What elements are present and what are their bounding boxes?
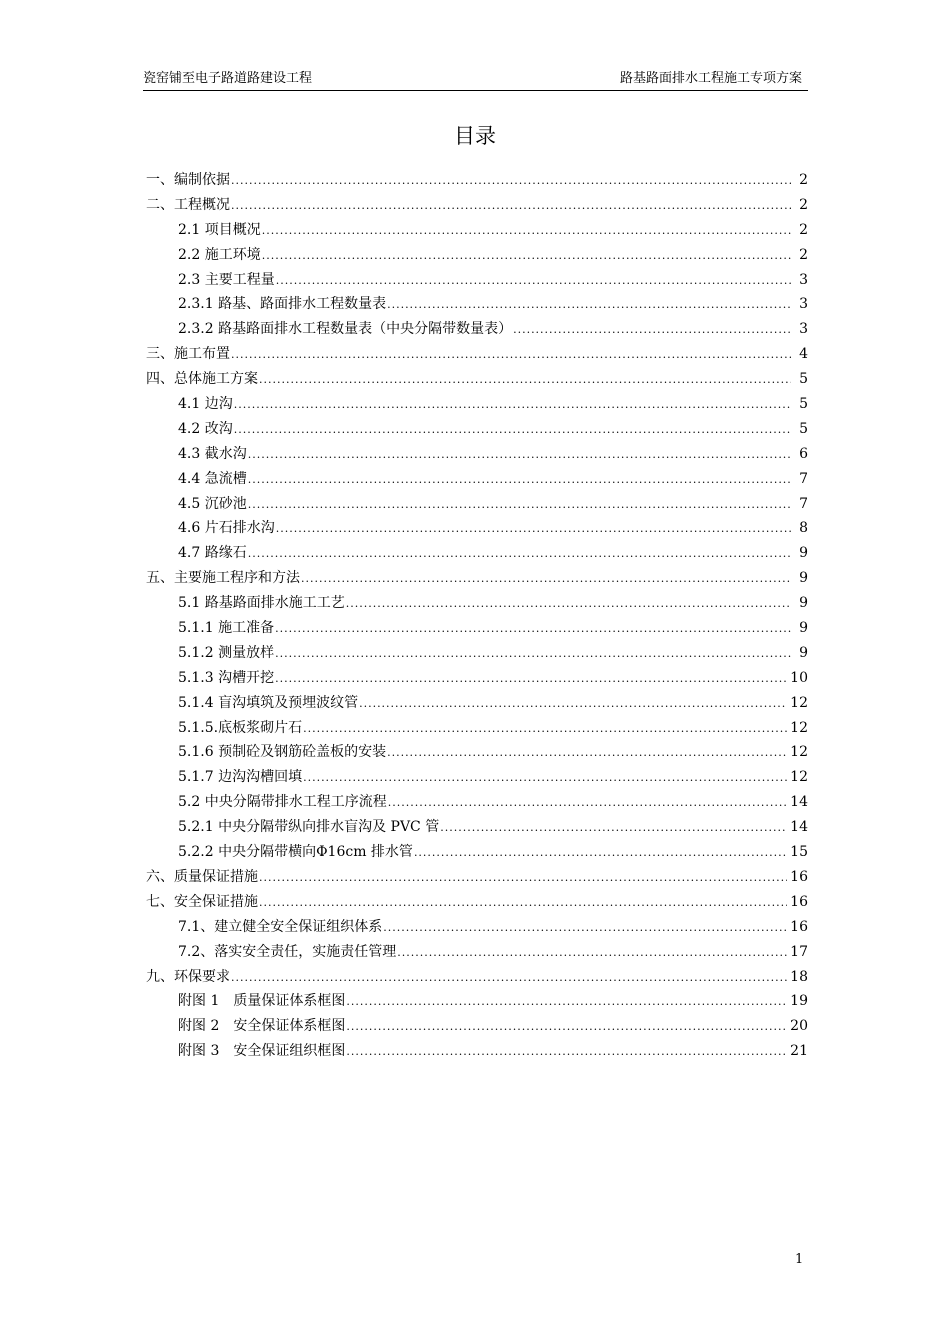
toc-entry[interactable] xyxy=(146,915,808,940)
toc-entry-page-number: 2 xyxy=(799,246,808,263)
toc-entry-page-number: 3 xyxy=(799,271,808,288)
toc-dot-leader xyxy=(231,194,791,219)
toc-entry-page-number: 21 xyxy=(790,1043,808,1060)
table-of-contents xyxy=(146,168,808,1064)
toc-entry-page-number: 4 xyxy=(799,346,808,363)
toc-entry-label: 4.1 边沟 xyxy=(178,396,233,413)
toc-entry[interactable] xyxy=(146,392,808,417)
toc-dot-leader xyxy=(248,468,791,493)
toc-dot-leader xyxy=(387,293,791,318)
toc-entry[interactable] xyxy=(146,492,808,517)
toc-dot-leader xyxy=(248,542,791,567)
toc-entry-page-number: 9 xyxy=(799,644,808,661)
toc-dot-leader xyxy=(397,941,787,966)
toc-dot-leader xyxy=(346,1015,787,1040)
toc-entry[interactable] xyxy=(146,218,808,243)
toc-entry-page-number: 9 xyxy=(799,545,808,562)
toc-entry-label: 4.7 路缘石 xyxy=(178,545,247,562)
toc-entry[interactable] xyxy=(146,616,808,641)
toc-dot-leader xyxy=(513,318,791,343)
toc-entry[interactable] xyxy=(146,566,808,591)
toc-entry-page-number: 12 xyxy=(790,694,808,711)
toc-entry[interactable] xyxy=(146,989,808,1014)
toc-entry-label: 5.1.5.底板浆砌片石 xyxy=(178,719,303,736)
toc-entry[interactable] xyxy=(146,965,808,990)
toc-entry-page-number: 15 xyxy=(790,844,808,861)
toc-dot-leader xyxy=(276,517,791,542)
toc-entry-label: 六、质量保证措施 xyxy=(146,868,258,885)
toc-entry-label: 4.5 沉砂池 xyxy=(178,495,247,512)
toc-entry-label: 2.3.2 路基路面排水工程数量表（中央分隔带数量表） xyxy=(178,321,513,338)
toc-entry-label: 附图 2 安全保证体系框图 xyxy=(178,1018,346,1035)
toc-dot-leader xyxy=(234,393,791,418)
toc-entry[interactable] xyxy=(146,292,808,317)
toc-entry[interactable] xyxy=(146,815,808,840)
header-project-name: 瓷窑铺至电子路道路建设工程 xyxy=(143,71,313,86)
toc-dot-leader xyxy=(259,368,791,393)
toc-entry-page-number: 2 xyxy=(799,196,808,213)
toc-entry-label: 7.1、建立健全安全保证组织体系 xyxy=(178,918,383,935)
toc-entry[interactable] xyxy=(146,417,808,442)
toc-entry[interactable] xyxy=(146,367,808,392)
toc-entry-label: 4.3 截水沟 xyxy=(178,445,247,462)
toc-entry-label: 5.1.6 预制砼及钢筋砼盖板的安装 xyxy=(178,744,387,761)
toc-entry[interactable] xyxy=(146,268,808,293)
header-document-title: 路基路面排水工程施工专项方案 xyxy=(619,71,802,86)
toc-entry[interactable] xyxy=(146,1014,808,1039)
toc-entry-label: 七、安全保证措施 xyxy=(146,893,258,910)
toc-entry[interactable] xyxy=(146,716,808,741)
toc-entry[interactable] xyxy=(146,790,808,815)
toc-entry-page-number: 7 xyxy=(799,495,808,512)
toc-entry[interactable] xyxy=(146,641,808,666)
toc-entry[interactable] xyxy=(146,193,808,218)
toc-entry-label: 4.6 片石排水沟 xyxy=(178,520,275,537)
toc-entry-label: 5.2.2 中央分隔带横向Φ16cm 排水管 xyxy=(178,844,413,861)
toc-entry-label: 四、总体施工方案 xyxy=(146,371,258,388)
toc-entry-label: 附图 1 质量保证体系框图 xyxy=(178,993,346,1010)
toc-entry-page-number: 16 xyxy=(790,918,808,935)
toc-entry-label: 5.2 中央分隔带排水工程工序流程 xyxy=(178,794,387,811)
toc-entry-page-number: 12 xyxy=(790,719,808,736)
toc-entry-page-number: 2 xyxy=(799,172,808,188)
toc-entry[interactable] xyxy=(146,342,808,367)
toc-entry[interactable] xyxy=(146,840,808,865)
toc-entry-label: 2.1 项目概况 xyxy=(178,221,261,238)
toc-dot-leader xyxy=(359,692,787,717)
toc-entry-label: 2.3.1 路基、路面排水工程数量表 xyxy=(178,296,387,313)
toc-entry-page-number: 3 xyxy=(799,321,808,338)
toc-entry[interactable] xyxy=(146,168,808,193)
toc-entry-page-number: 14 xyxy=(790,794,808,811)
toc-entry-page-number: 16 xyxy=(790,893,808,910)
toc-entry[interactable] xyxy=(146,1039,808,1064)
toc-entry-label: 5.2.1 中央分隔带纵向排水盲沟及 PVC 管 xyxy=(178,819,440,836)
toc-dot-leader xyxy=(387,741,787,766)
toc-entry-page-number: 12 xyxy=(790,744,808,761)
toc-entry-page-number: 16 xyxy=(790,868,808,885)
toc-dot-leader xyxy=(262,219,791,244)
toc-entry-page-number: 12 xyxy=(790,769,808,786)
toc-entry-label: 5.1.3 沟槽开挖 xyxy=(178,669,275,686)
toc-entry-label: 九、环保要求 xyxy=(146,968,230,985)
running-header xyxy=(143,70,808,91)
toc-entry-label: 五、主要施工程序和方法 xyxy=(146,570,300,587)
toc-dot-leader xyxy=(303,717,787,742)
toc-entry-label: 三、施工布置 xyxy=(146,346,230,363)
toc-entry-page-number: 5 xyxy=(799,420,808,437)
toc-dot-leader xyxy=(248,493,791,518)
toc-entry[interactable] xyxy=(146,691,808,716)
toc-entry-page-number: 5 xyxy=(799,396,808,413)
toc-dot-leader xyxy=(346,1040,787,1065)
toc-dot-leader xyxy=(346,592,791,617)
toc-entry-page-number: 3 xyxy=(799,296,808,313)
toc-entry-page-number: 9 xyxy=(799,595,808,612)
toc-dot-leader xyxy=(275,642,791,667)
toc-entry-page-number: 6 xyxy=(799,445,808,462)
toc-entry[interactable] xyxy=(146,865,808,890)
toc-entry[interactable] xyxy=(146,541,808,566)
toc-dot-leader xyxy=(303,766,787,791)
toc-entry-label: 附图 3 安全保证组织框图 xyxy=(178,1043,346,1060)
toc-entry-label: 二、工程概况 xyxy=(146,196,230,213)
toc-entry[interactable] xyxy=(146,765,808,790)
toc-entry-page-number: 9 xyxy=(799,570,808,587)
toc-entry[interactable] xyxy=(146,740,808,765)
toc-dot-leader xyxy=(440,816,787,841)
toc-title: 目录 xyxy=(454,124,496,148)
toc-dot-leader xyxy=(388,791,787,816)
toc-entry[interactable] xyxy=(146,591,808,616)
toc-dot-leader xyxy=(231,169,791,194)
toc-entry-label: 5.1.4 盲沟填筑及预埋波纹管 xyxy=(178,694,359,711)
toc-entry-label: 7.2、落实安全责任，实施责任管理 xyxy=(178,943,397,960)
toc-entry-page-number: 10 xyxy=(790,669,808,686)
toc-dot-leader xyxy=(231,966,787,991)
toc-entry-page-number: 18 xyxy=(790,968,808,985)
toc-entry-label: 5.1 路基路面排水施工工艺 xyxy=(178,595,345,612)
toc-entry[interactable] xyxy=(146,940,808,965)
toc-entry[interactable] xyxy=(146,442,808,467)
toc-dot-leader xyxy=(301,567,791,592)
toc-dot-leader xyxy=(234,418,791,443)
toc-dot-leader xyxy=(346,990,787,1015)
toc-entry-page-number: 20 xyxy=(790,1018,808,1035)
toc-entry-label: 2.3 主要工程量 xyxy=(178,271,275,288)
toc-entry[interactable] xyxy=(146,317,808,342)
toc-entry-page-number: 17 xyxy=(790,943,808,960)
toc-entry-label: 5.1.1 施工准备 xyxy=(178,620,275,637)
toc-dot-leader xyxy=(259,891,787,916)
toc-entry[interactable] xyxy=(146,243,808,268)
toc-dot-leader xyxy=(276,269,791,294)
toc-entry-page-number: 8 xyxy=(799,520,808,537)
toc-dot-leader xyxy=(275,667,787,692)
toc-entry-page-number: 5 xyxy=(799,371,808,388)
toc-entry-label: 4.4 急流槽 xyxy=(178,470,247,487)
toc-entry-page-number: 7 xyxy=(799,470,808,487)
toc-entry[interactable] xyxy=(146,467,808,492)
toc-entry[interactable] xyxy=(146,516,808,541)
page-number: 1 xyxy=(795,1252,804,1267)
toc-dot-leader xyxy=(262,244,791,269)
toc-entry-label: 一、编制依据 xyxy=(146,172,230,188)
toc-dot-leader xyxy=(414,841,787,866)
toc-dot-leader xyxy=(259,866,787,891)
toc-entry-label: 5.1.7 边沟沟槽回填 xyxy=(178,769,303,786)
toc-dot-leader xyxy=(231,343,791,368)
toc-entry-page-number: 2 xyxy=(799,221,808,238)
toc-dot-leader xyxy=(383,916,787,941)
toc-entry-page-number: 14 xyxy=(790,819,808,836)
toc-dot-leader xyxy=(248,443,791,468)
toc-entry-label: 5.1.2 测量放样 xyxy=(178,644,275,661)
toc-dot-leader xyxy=(275,617,791,642)
toc-entry-label: 4.2 改沟 xyxy=(178,420,233,437)
toc-entry[interactable] xyxy=(146,890,808,915)
toc-entry-page-number: 19 xyxy=(790,993,808,1010)
toc-entry[interactable] xyxy=(146,666,808,691)
toc-entry-label: 2.2 施工环境 xyxy=(178,246,261,263)
toc-entry-page-number: 9 xyxy=(799,620,808,637)
